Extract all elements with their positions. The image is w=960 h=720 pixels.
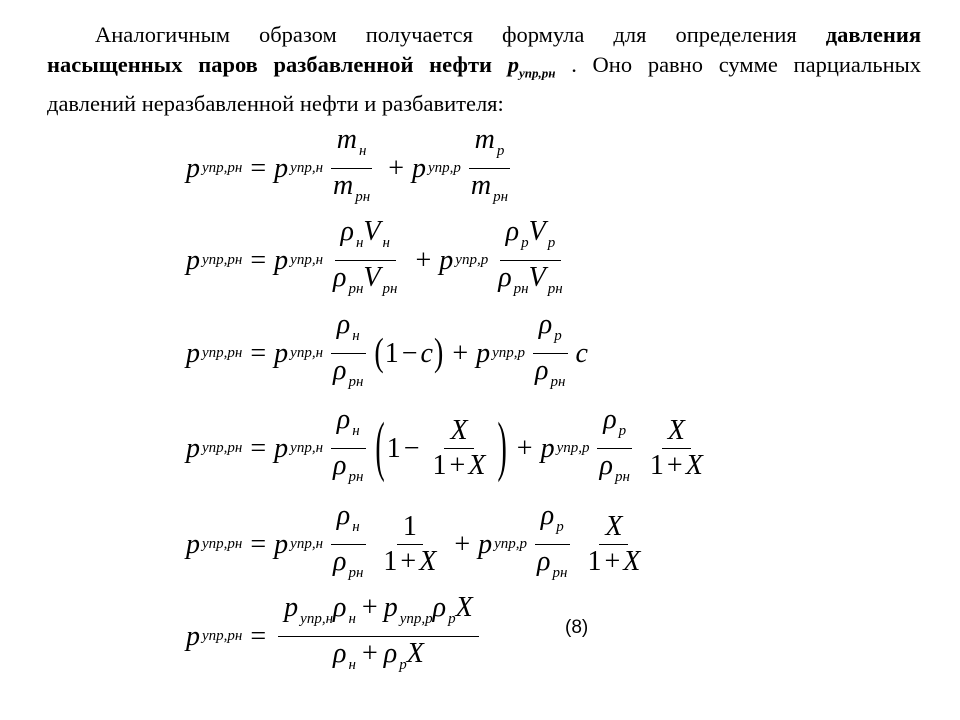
- eq4-frac-1: $\frac{\rho _н}{\rho _{рн}}$: [327, 403, 369, 494]
- equation-2: p упр,рн = p упр,н $\frac{\rho _нV _н}{\rho _{рн}V _{рн}}$ + p упр,р $\frac{\rho _рV _р}{\rho _{рн}V _{рн}}$: [186, 215, 573, 306]
- eq2-frac-1: $\frac{\rho _нV _н}{\rho _{рн}V _{рн}}$: [333, 216, 398, 297]
- equation-4: p упр,рн = p упр,н $\frac{\rho _н}{\rho _{рн}}$ ( 1 − $\frac{X}{1 + X}$ ) + p упр,р $\frac{\rho _р}{\rho _{рн}}$ $\frac{X}{1 + X}$: [186, 403, 713, 494]
- equation-1: p упр,рн = p упр,н $\frac{m _н}{m _{рн}}$ + p упр,р $\frac{m _р}{m _{рн}}$: [186, 123, 518, 214]
- equation-number: (8): [565, 617, 589, 638]
- eq5-frac-4: $\frac{X}{1 + X}$: [587, 511, 641, 577]
- eq5-frac-1: $\frac{\rho _н}{\rho _{рн}}$: [327, 499, 369, 590]
- eq3-frac-1: $\frac{\rho _н}{\rho _{рн}}$: [327, 308, 369, 399]
- eq6-frac: $\frac{p _{упр,н}\rho _н + p _{упр,р}\rho _рX}{\rho _н + \rho _рX}$: [278, 591, 479, 682]
- eq4-frac-3: $\frac{X}{1 + X}$: [649, 415, 703, 481]
- eq2-frac-2: $\frac{\rho _рV _р}{\rho _{рн}V _{рн}}$: [498, 216, 563, 297]
- eq5-frac-3: $\frac{\rho _р}{\rho _{рн}}$: [531, 499, 573, 590]
- eq1-frac-2: $\frac{m _р}{m _{рн}}$: [465, 123, 514, 214]
- eq1-frac-1: $\frac{m _н}{m _{рн}}$: [327, 123, 376, 214]
- equation-6: p упр,рн = $\frac{p _{упр,н}\rho _н + p _{упр,р}\rho _рX}{\rho _н + \rho _рX}$: [186, 591, 483, 682]
- intro-pressure-symbol: $p_{упр,рн}$: [507, 52, 556, 81]
- intro-bold-term: давления насыщенных паров разбавленной нефти: [47, 22, 921, 77]
- intro-paragraph: [47, 20, 921, 119]
- eq4-frac-inner: $\frac{X}{1 + X}$: [432, 415, 486, 481]
- equation-3: p упр,рн = p упр,н $\frac{\rho _н}{\rho _{рн}}$ ( 1 − c ) + p упр,р $\frac{\rho _р}{\rho _{рн}}$ c: [186, 308, 588, 399]
- intro-text-1: Аналогичным образом получается формула для определения: [95, 22, 826, 47]
- eq4-frac-2: $\frac{\rho _р}{\rho _{рн}}$: [594, 403, 636, 494]
- eq5-frac-2: $\frac{1}{1 + X}$: [383, 511, 437, 577]
- intro-text-2: . Оно равно сумме парциальных давлений неразбавленной нефти и разбавителя:: [47, 52, 921, 116]
- eq3-frac-2: $\frac{\rho _р}{\rho _{рн}}$: [529, 308, 571, 399]
- equation-5: p упр,рн = p упр,н $\frac{\rho _н}{\rho _{рн}}$ $\frac{1}{1 + X}$ + p упр,р $\frac{\rho _р}{\rho _{рн}}$ $\frac{X}{1 + X}$: [186, 499, 650, 590]
